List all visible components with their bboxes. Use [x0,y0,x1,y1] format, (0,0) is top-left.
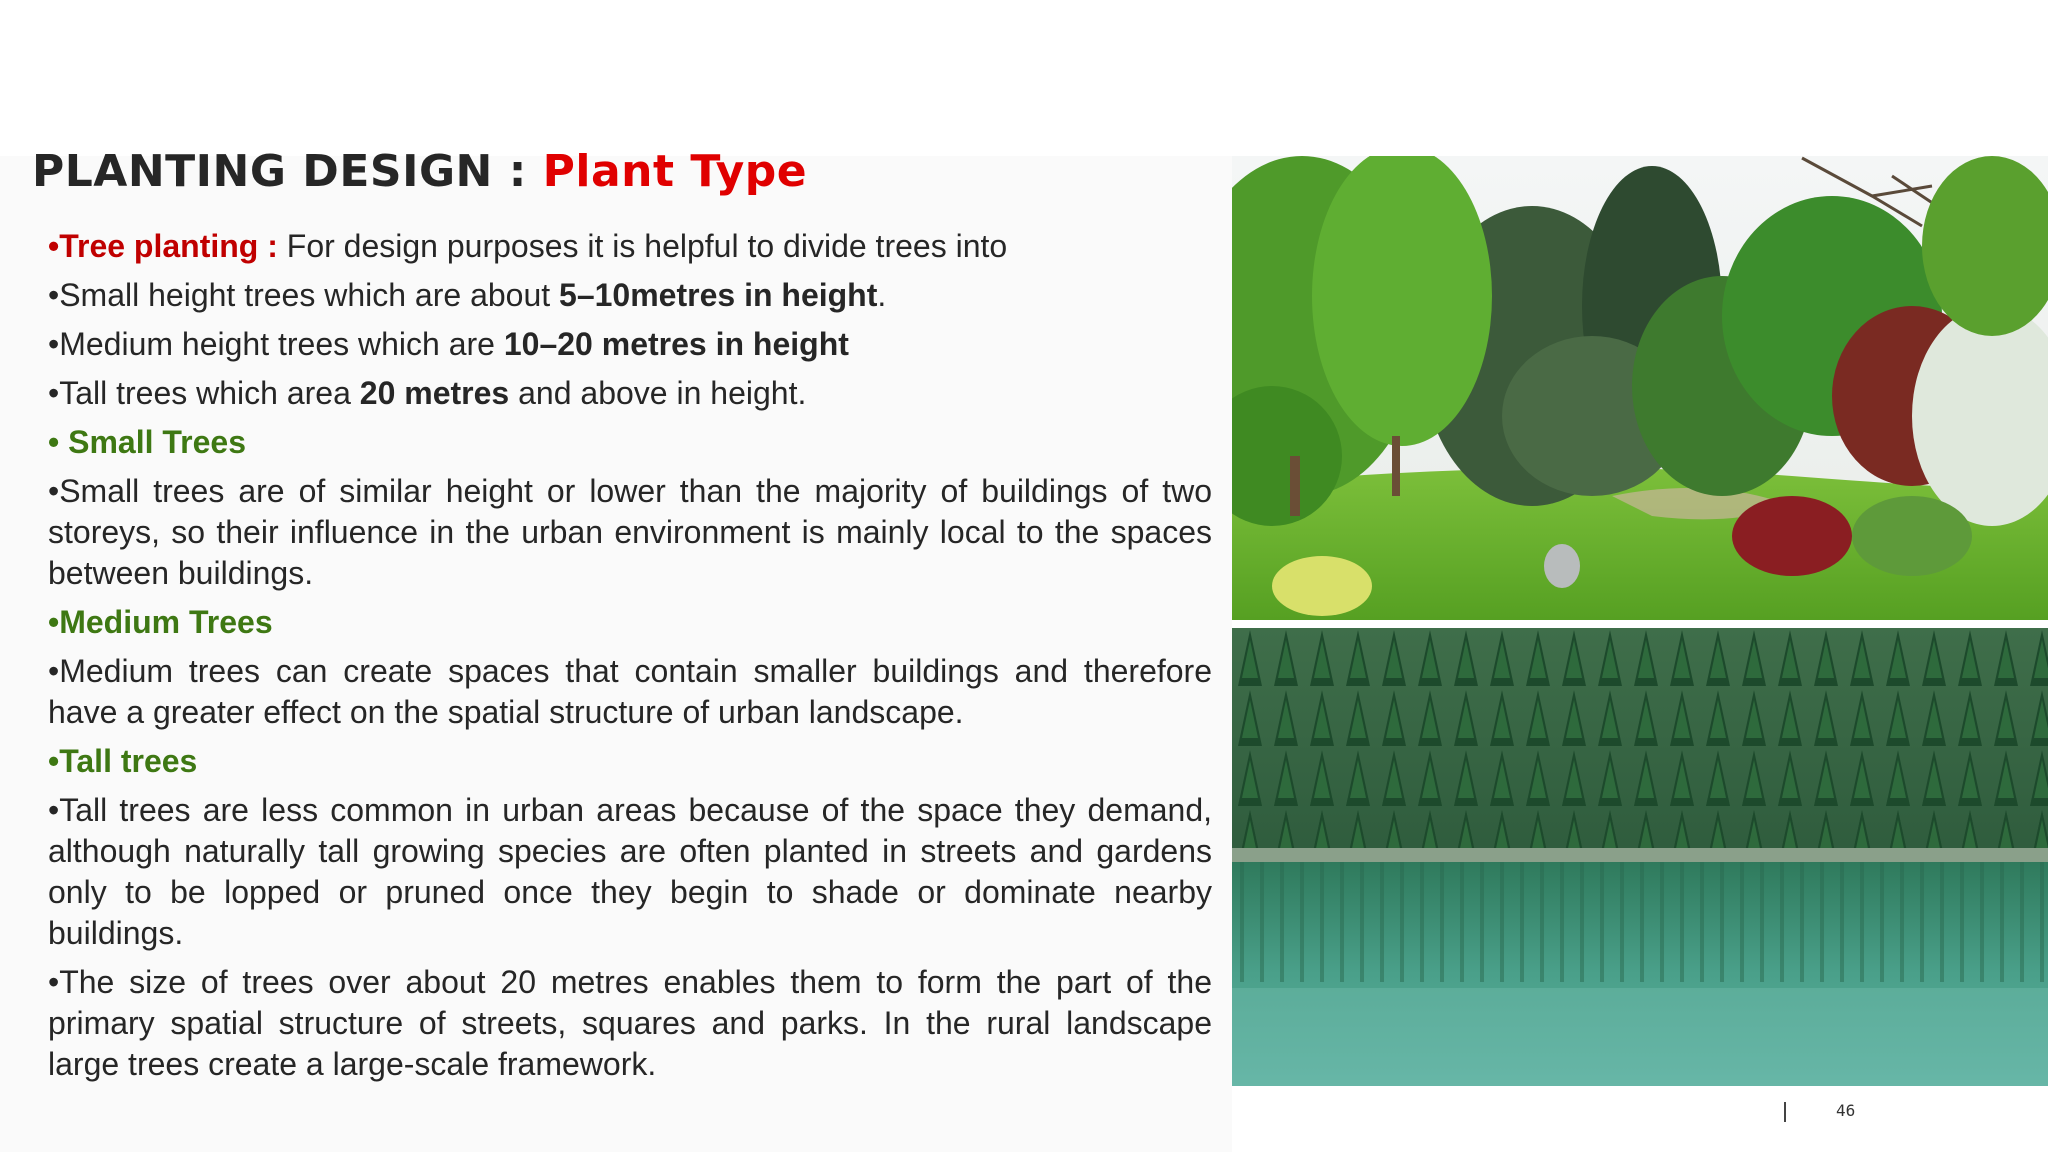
park-photo [1232,156,2048,620]
paragraph-medium-trees: •Medium trees can create spaces that contain smaller buildings and therefore have a greater effect on the spatial structure of urban landscape. [48,653,1212,730]
bullet-medium-height [48,324,1212,365]
title-main: PLANTING DESIGN : [32,146,543,197]
paragraph-tall-trees-scale: •The size of trees over about 20 metres enables them to form the part of the primary spatial structure of streets, squares and parks. In the rural landscape large trees create a large-scale framework. [48,964,1212,1082]
heading-small-trees: • Small Trees [48,424,246,460]
paragraph-tall-trees: •Tall trees are less common in urban areas because of the space they demand, although naturally tall growing species are often planted in streets and gardens only to be lopped or pruned once they begin to shade or dominate nearby buildings. [48,792,1212,951]
medium-height-bold: 10–20 metres in height [503,326,849,362]
small-height-end: . [877,277,887,313]
bullet-small-height [48,275,1212,316]
medium-height-text: •Medium height trees which are [48,326,504,362]
tall-height-bold: 20 metres [359,375,510,411]
paragraph-small-trees: •Small trees are of similar height or lower than the majority of buildings of two storeys, so their influence in the urban environment is mainly local to the spaces between buildings. [48,473,1212,591]
tall-height-end: and above in height. [509,375,807,411]
footer-separator [1784,1102,1786,1122]
small-height-text: •Small height trees which are about [48,277,560,313]
slide-title [32,146,807,197]
tree-planting-text: For design purposes it is helpful to divide trees into [277,228,1008,264]
bullet-tall-height [48,373,1212,414]
heading-medium-trees: •Medium Trees [48,604,273,640]
page-number: 46 [1836,1101,1856,1120]
heading-tall-trees: •Tall trees [48,743,198,779]
title-accent: Plant Type [542,146,808,197]
small-height-bold: 5–10metres in height [559,277,878,313]
bullet-tree-planting [48,226,1212,267]
tall-height-text: •Tall trees which area [48,375,360,411]
slide-body [48,226,1212,1093]
forest-lake-photo [1232,628,2048,1086]
tree-planting-label: •Tree planting : [48,228,278,264]
